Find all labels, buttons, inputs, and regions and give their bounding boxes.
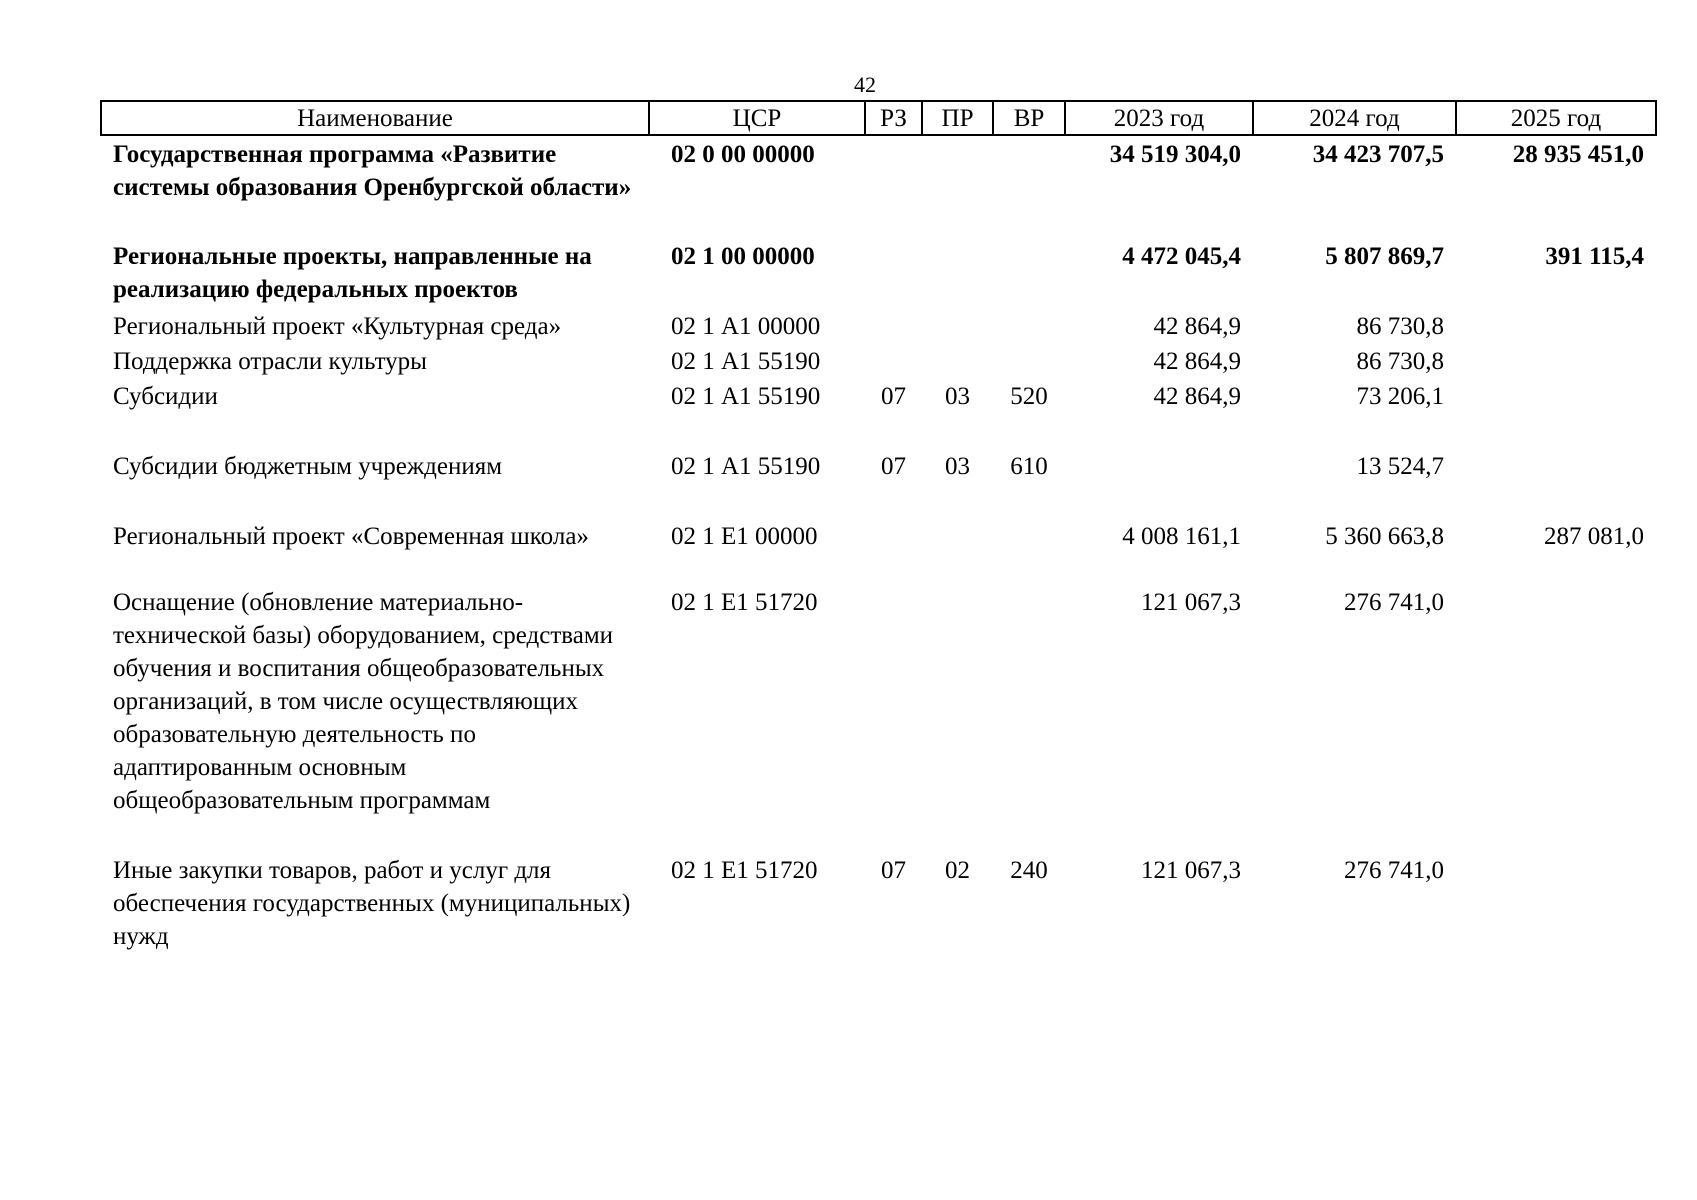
row-csr: 02 1 Е1 00000: [671, 523, 818, 550]
row-value-2023: 121 067,3: [1141, 857, 1241, 884]
row-rz: 07: [881, 453, 906, 480]
table-row: [101, 380, 1656, 450]
header-vr: ВР: [993, 101, 1065, 135]
row-csr: 02 1 Е1 51720: [671, 589, 818, 616]
row-rz: [865, 240, 922, 310]
row-value-2024: 5 360 663,8: [1325, 523, 1444, 550]
row-value-2025: 28 935 451,0: [1512, 141, 1644, 168]
row-vr: [993, 310, 1065, 345]
header-rz: РЗ: [865, 101, 922, 135]
header-year-2023: 2023 год: [1065, 101, 1253, 135]
row-value-2025: 391 115,4: [1545, 243, 1644, 270]
row-value-2025: [1456, 345, 1656, 380]
row-value-2025: [1456, 586, 1656, 854]
row-name: Региональные проекты, направленные на реализацию федеральных проектов: [113, 243, 592, 303]
row-value-2025: [1456, 854, 1656, 954]
row-rz: [865, 520, 922, 586]
row-rz: [865, 310, 922, 345]
row-name: Региональный проект «Современная школа»: [113, 523, 589, 550]
row-name: Субсидии: [113, 383, 218, 410]
row-value-2024: 86 730,8: [1356, 348, 1444, 375]
header-name: Наименование: [101, 101, 649, 135]
row-value-2024: 276 741,0: [1344, 857, 1444, 884]
row-vr: [993, 586, 1065, 854]
row-value-2023: 34 519 304,0: [1109, 141, 1241, 168]
row-pr: [922, 135, 993, 240]
row-pr: [922, 240, 993, 310]
row-pr: [922, 520, 993, 586]
table-body: [101, 135, 1656, 954]
row-vr: [993, 345, 1065, 380]
budget-table: [100, 100, 1657, 954]
row-value-2024: 276 741,0: [1344, 589, 1444, 616]
row-csr: 02 0 00 00000: [671, 141, 815, 168]
table-row: [101, 135, 1656, 240]
table-row: [101, 345, 1656, 380]
page-number: 42: [854, 72, 876, 97]
row-name: Субсидии бюджетным учреждениям: [113, 453, 503, 480]
row-pr: 03: [945, 383, 970, 410]
row-rz: [865, 135, 922, 240]
header-csr: ЦСР: [649, 101, 865, 135]
row-name: Поддержка отрасли культуры: [113, 348, 427, 375]
row-rz: 07: [881, 383, 906, 410]
row-value-2023: 42 864,9: [1153, 313, 1241, 340]
row-vr: 240: [1010, 857, 1048, 884]
table-row: [101, 520, 1656, 586]
row-value-2023: 42 864,9: [1153, 348, 1241, 375]
row-value-2024: 13 524,7: [1356, 453, 1444, 480]
row-value-2024: 5 807 869,7: [1325, 243, 1444, 270]
row-value-2024: 34 423 707,5: [1312, 141, 1444, 168]
row-csr: 02 1 Е1 51720: [671, 857, 818, 884]
row-value-2023: 121 067,3: [1141, 589, 1241, 616]
row-value-2025: [1456, 380, 1656, 450]
table-row: [101, 854, 1656, 954]
row-name: Государственная программа «Развитие системы образования Оренбургской области»: [113, 141, 632, 201]
row-name: Оснащение (обновление материально-технической базы) оборудованием, средствами обучения и воспитания общеобразовательных организаций, в том числе осуществляющих образовательную деятельность по адаптированным основным общеобразовательным программам: [113, 589, 614, 814]
row-vr: [993, 520, 1065, 586]
row-csr: 02 1 00 00000: [671, 243, 815, 270]
row-value-2023: 4 008 161,1: [1122, 523, 1241, 550]
header-pr: ПР: [922, 101, 993, 135]
row-value-2023: 4 472 045,4: [1122, 243, 1241, 270]
row-csr: 02 1 А1 55190: [671, 453, 821, 480]
row-csr: 02 1 А1 55190: [671, 348, 821, 375]
row-value-2025: [1456, 450, 1656, 520]
row-csr: 02 1 А1 00000: [671, 313, 821, 340]
row-value-2025: 287 081,0: [1544, 523, 1644, 550]
row-value-2024: 73 206,1: [1356, 383, 1444, 410]
table-row: [101, 310, 1656, 345]
row-vr: 610: [1010, 453, 1048, 480]
row-pr: [922, 345, 993, 380]
header-row: [101, 101, 1656, 135]
row-rz: 07: [881, 857, 906, 884]
table-row: [101, 450, 1656, 520]
row-pr: [922, 310, 993, 345]
header-year-2024: 2024 год: [1253, 101, 1456, 135]
row-value-2023: 42 864,9: [1153, 383, 1241, 410]
row-vr: 520: [1010, 383, 1048, 410]
row-value-2025: [1456, 310, 1656, 345]
row-pr: 02: [945, 857, 970, 884]
row-vr: [993, 240, 1065, 310]
row-name: Региональный проект «Культурная среда»: [113, 313, 562, 340]
row-value-2023: [1065, 450, 1253, 520]
header-year-2025: 2025 год: [1456, 101, 1656, 135]
table-row: [101, 586, 1656, 854]
row-vr: [993, 135, 1065, 240]
row-name: Иные закупки товаров, работ и услуг для обеспечения государственных (муниципальных) нужд: [113, 857, 631, 950]
row-rz: [865, 345, 922, 380]
table-row: [101, 240, 1656, 310]
row-pr: [922, 586, 993, 854]
row-rz: [865, 586, 922, 854]
row-pr: 03: [945, 453, 970, 480]
row-csr: 02 1 А1 55190: [671, 383, 821, 410]
row-value-2024: 86 730,8: [1356, 313, 1444, 340]
table-header: [101, 101, 1656, 135]
